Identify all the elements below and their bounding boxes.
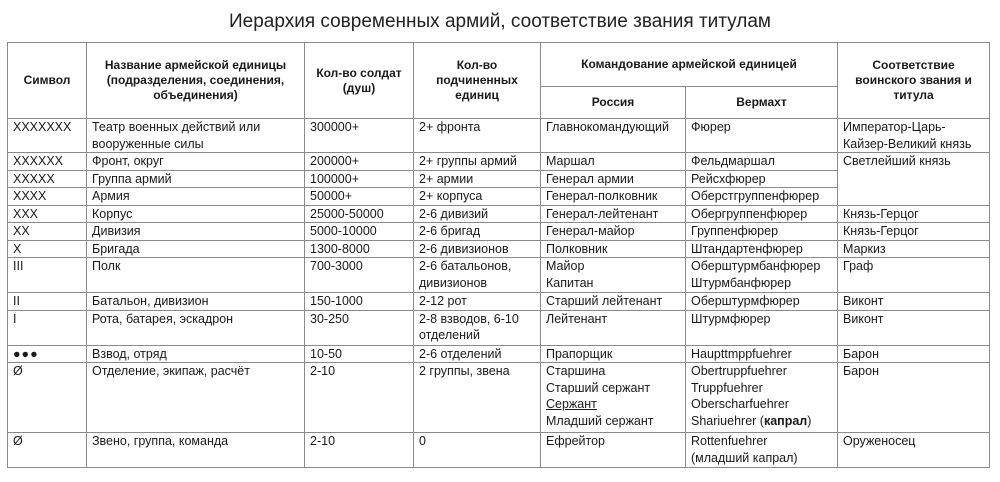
soldiers-cell: 2-10 [305, 433, 414, 468]
soldiers-cell: 50000+ [305, 188, 414, 206]
russia-rank-cell: Ефрейтор [541, 433, 686, 468]
symbol-cell: XXXXXX [8, 153, 87, 171]
rank-line: Младший сержант [546, 413, 654, 428]
unit-cell: Корпус [87, 205, 305, 223]
subordinate-cell: 2-12 рот [414, 293, 541, 311]
title-cell: Виконт [838, 310, 990, 345]
soldiers-cell: 25000-50000 [305, 205, 414, 223]
russia-rank-cell [541, 258, 686, 293]
subordinate-cell: 2-6 дивизий [414, 205, 541, 223]
title-cell: Виконт [838, 293, 990, 311]
soldiers-cell: 2-10 [305, 363, 414, 433]
page-title: Иерархия современных армий, соответствие звания титулам [229, 11, 771, 32]
rank-line: (младший капрал) [691, 450, 798, 465]
rank-line: Shariuehrer (капрал) [691, 413, 812, 428]
title-cell: Князь-Герцог [838, 205, 990, 223]
header-wehrmacht: Вермахт [686, 87, 838, 119]
rank-line-underlined: Сержант [546, 397, 597, 411]
symbol-cell: XX [8, 223, 87, 241]
rank-line: Капитан [546, 275, 594, 290]
table-row [8, 345, 990, 363]
rank-line: Старший сержант [546, 380, 651, 395]
table-row [8, 153, 990, 171]
soldiers-cell: 200000+ [305, 153, 414, 171]
header-row [8, 43, 990, 87]
table-row [8, 363, 990, 433]
table-row [8, 223, 990, 241]
russia-rank-cell: Полковник [541, 240, 686, 258]
wehrmacht-rank-cell [686, 363, 838, 433]
wehrmacht-rank-cell: Штандартенфюрер [686, 240, 838, 258]
title-cell: Граф [838, 258, 990, 293]
title-cell: Император-Царь-Кайзер-Великий князь [838, 119, 990, 153]
title-cell: Барон [838, 345, 990, 363]
wehrmacht-rank-cell: Фюрер [686, 119, 838, 153]
subordinate-cell: 2-8 взводов, 6-10 отделений [414, 310, 541, 345]
rank-line: Старшина [546, 364, 606, 378]
wehrmacht-rank-cell [686, 258, 838, 293]
unit-cell: Батальон, дивизион [87, 293, 305, 311]
wehrmacht-rank-cell: Оберстгруппенфюрер [686, 188, 838, 206]
table-row [8, 240, 990, 258]
army-hierarchy-table [7, 42, 990, 468]
symbol-cell: Ø [8, 433, 87, 468]
wehrmacht-rank-cell: Рейсхфюрер [686, 170, 838, 188]
table-row [8, 310, 990, 345]
header-subordinate: Кол-во подчиненных единиц [414, 43, 541, 119]
title-cell: Князь-Герцог [838, 223, 990, 241]
rank-line: Майор [546, 259, 585, 273]
wehrmacht-rank-cell: Обергруппенфюрер [686, 205, 838, 223]
platoon-dots-icon: ●●● [8, 345, 87, 363]
soldiers-cell: 10-50 [305, 345, 414, 363]
unit-cell: Армия [87, 188, 305, 206]
wehrmacht-rank-cell: Группенфюрер [686, 223, 838, 241]
symbol-cell: XXXX [8, 188, 87, 206]
rank-line: Oberscharfuehrer [691, 397, 789, 411]
russia-rank-cell: Генерал армии [541, 170, 686, 188]
rank-line: Оберштурмбанфюрер [691, 259, 821, 273]
header-title-match: Соответствие воинского звания и титула [838, 43, 990, 119]
table-row [8, 258, 990, 293]
russia-rank-cell: Лейтенант [541, 310, 686, 345]
rank-line: Obertruppfuehrer [691, 364, 787, 378]
unit-cell: Рота, батарея, эскадрон [87, 310, 305, 345]
unit-cell: Бригада [87, 240, 305, 258]
table-row [8, 433, 990, 468]
symbol-cell: Ø [8, 363, 87, 433]
unit-cell: Отделение, экипаж, расчёт [87, 363, 305, 433]
subordinate-cell: 2-6 батальонов, дивизионов [414, 258, 541, 293]
wehrmacht-rank-cell: Haupttmppfuehrer [686, 345, 838, 363]
russia-rank-cell: Главнокомандующий [541, 119, 686, 153]
soldiers-cell: 300000+ [305, 119, 414, 153]
table-row [8, 205, 990, 223]
soldiers-cell: 150-1000 [305, 293, 414, 311]
soldiers-cell: 1300-8000 [305, 240, 414, 258]
symbol-cell: XXXXXXX [8, 119, 87, 153]
russia-rank-cell: Маршал [541, 153, 686, 171]
russia-rank-cell: Генерал-майор [541, 223, 686, 241]
rank-line: Truppfuehrer [691, 380, 763, 395]
unit-cell: Звено, группа, команда [87, 433, 305, 468]
symbol-cell: XXX [8, 205, 87, 223]
wehrmacht-rank-cell: Оберштурмфюрер [686, 293, 838, 311]
soldiers-cell: 700-3000 [305, 258, 414, 293]
unit-cell: Дивизия [87, 223, 305, 241]
header-soldiers: Кол-во солдат (душ) [305, 43, 414, 119]
wehrmacht-rank-cell: Штурмфюрер [686, 310, 838, 345]
header-symbol: Символ [8, 43, 87, 119]
symbol-cell: I [8, 310, 87, 345]
symbol-cell: II [8, 293, 87, 311]
subordinate-cell: 2-6 бригад [414, 223, 541, 241]
russia-rank-cell [541, 363, 686, 433]
subordinate-cell: 2 группы, звена [414, 363, 541, 433]
rank-line: Штурмбанфюрер [691, 275, 792, 290]
russia-rank-cell: Старший лейтенант [541, 293, 686, 311]
title-cell: Светлейший князь [838, 153, 990, 206]
header-russia: Россия [541, 87, 686, 119]
symbol-cell: III [8, 258, 87, 293]
soldiers-cell: 30-250 [305, 310, 414, 345]
soldiers-cell: 5000-10000 [305, 223, 414, 241]
subordinate-cell: 2+ фронта [414, 119, 541, 153]
unit-cell: Взвод, отряд [87, 345, 305, 363]
unit-cell: Театр военных действий или вооруженные силы [87, 119, 305, 153]
wehrmacht-rank-cell [686, 433, 838, 468]
table-row [8, 119, 990, 153]
subordinate-cell: 2+ группы армий [414, 153, 541, 171]
subordinate-cell: 2-6 отделений [414, 345, 541, 363]
subordinate-cell: 2+ корпуса [414, 188, 541, 206]
table-row [8, 293, 990, 311]
rank-line: Rottenfuehrer [691, 434, 768, 448]
title-cell: Маркиз [838, 240, 990, 258]
symbol-cell: XXXXX [8, 170, 87, 188]
russia-rank-cell: Генерал-полковник [541, 188, 686, 206]
wehrmacht-rank-cell: Фельдмаршал [686, 153, 838, 171]
russia-rank-cell: Генерал-лейтенант [541, 205, 686, 223]
russia-rank-cell: Прапорщик [541, 345, 686, 363]
unit-cell: Фронт, округ [87, 153, 305, 171]
unit-cell: Полк [87, 258, 305, 293]
header-unit-name: Название армейской единицы (подразделения, соединения, объединения) [87, 43, 305, 119]
symbol-cell: X [8, 240, 87, 258]
header-command: Командование армейской единицей [541, 43, 838, 87]
subordinate-cell: 0 [414, 433, 541, 468]
subordinate-cell: 2-6 дивизионов [414, 240, 541, 258]
title-cell: Барон [838, 363, 990, 433]
unit-cell: Группа армий [87, 170, 305, 188]
soldiers-cell: 100000+ [305, 170, 414, 188]
title-cell: Оруженосец [838, 433, 990, 468]
subordinate-cell: 2+ армии [414, 170, 541, 188]
